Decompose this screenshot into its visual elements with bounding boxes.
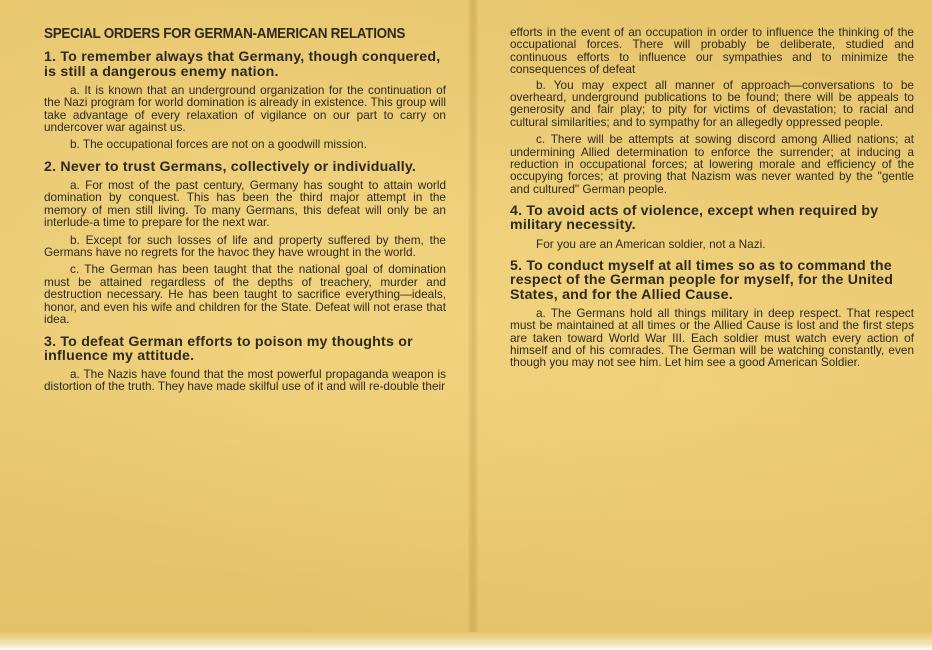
section-2-paragraph-c: c. The German has been taught that the national goal of domination must be attained regardless of the depths of treachery, murder and destruction necessary. He has been taught to sacrifice everything—ideals, honor, and even his wife and children for the State. Defeat will not erase that idea.	[44, 262, 446, 327]
section-3-paragraph-c: c. There will be attempts at sowing discord among Allied nations; at undermining Allied determination to enforce the surrender; at inducing a reduction in occupational forces; at lowering morale and efficiency of the occupying forces; at proving that Nazism was never wanted by the "gentle and cultured" German people.	[510, 132, 914, 196]
section-1-paragraph-a: a. It is known that an underground organization for the continuation of the Nazi program for world domination is already in existence. This group will take advantage of every relaxation of vigilance on our part to carry on undercover war against us.	[44, 82, 446, 135]
section-4-text: For you are an American soldier, not a Nazi.	[536, 236, 766, 251]
center-fold	[468, 0, 478, 650]
section-5-paragraph-a: a. The Germans hold all things military in deep respect. That respect must be maintained at all times or the Allied Cause is lost and the first steps are taken toward World War III. Each soldier must watch every action of himself and of his comrades. The German will be watching constantly, even though you may not see him. Let him see a good American Soldier.	[510, 305, 914, 370]
bottom-edge	[0, 632, 932, 650]
section-3-heading: 3. To defeat German efforts to poison my thoughts or influence my attitude.	[44, 333, 413, 364]
section-3-paragraph-b: b. You may expect all manner of approach—conversations to be overheard, underground publications to be found; there will be appeals to generosity and fair play; to pity for victims of devastation; to racial and cultural similarities; and to sympathy for an allegedly oppressed people.	[510, 77, 914, 129]
section-1-paragraph-b: b. The occupational forces are not on a goodwill mission.	[70, 137, 367, 152]
right-page	[510, 26, 914, 374]
section-4-heading: 4. To avoid acts of violence, except when required by military necessity.	[510, 203, 879, 234]
section-2-paragraph-b: b. Except for such losses of life and property suffered by them, the Germans have no regrets for the havoc they have wrought in the world.	[44, 232, 446, 260]
section-2-heading: 2. Never to trust Germans, collectively or individually.	[44, 158, 417, 175]
left-page	[44, 28, 446, 398]
section-1-heading: 1. To remember always that Germany, though conquered, is still a dangerous enemy nation.	[44, 49, 441, 80]
document-title: SPECIAL ORDERS FOR GERMAN-AMERICAN RELATIONS	[44, 26, 406, 42]
section-2-paragraph-a: a. For most of the past century, Germany has sought to attain world domination by conquest. This has been the third major attempt in the memory of men still living. To many Germans, this defeat will only be an interlude-a time to prepare for the next war.	[44, 178, 446, 230]
section-3-paragraph-a: a. The Nazis have found that the most powerful propaganda weapon is distortion of the truth. They have made skilful use of it and will re-double their	[44, 366, 446, 394]
section-5-heading: 5. To conduct myself at all times so as to command the respect of the German people for myself, for the United States, and for the Allied Cause.	[510, 258, 894, 303]
section-3-paragraph-a-continued: efforts in the event of an occupation in order to influence the thinking of the occupational forces. There will probably be deliberate, studied and continuous efforts to influence our sympathies and to minimize the consequences of defeat	[510, 25, 914, 77]
